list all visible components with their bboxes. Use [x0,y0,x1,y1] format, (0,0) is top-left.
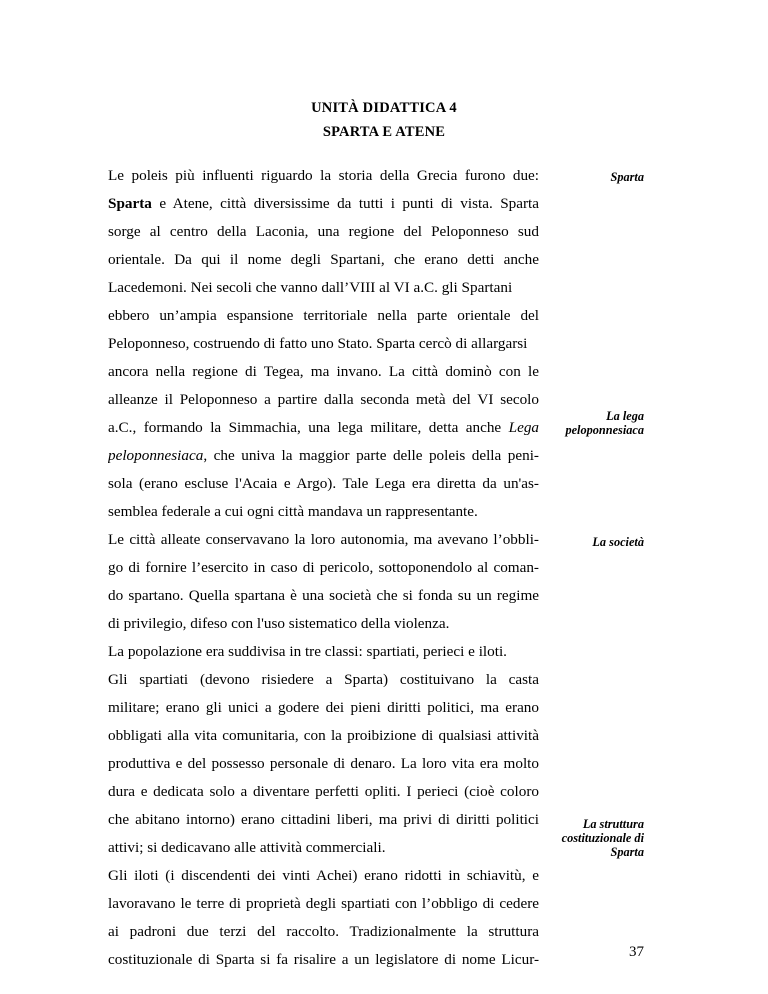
page-number: 37 [629,944,644,960]
body-line: obbligati alla vita comunitaria, con la proibizione di qualsiasi attività [108,727,539,744]
body-line: do spartano. Quella spartana è una società che si fonda su un regime [108,587,539,604]
body-line [108,442,539,470]
body-line: go di fornire l’esercito in caso di pericolo, sottoponendolo al coman- [108,559,539,576]
body-line: Gli spartiati (devono risiedere a Sparta) costituivano la casta [108,671,539,688]
body-line: sorge al centro della Laconia, una regione del Peloponneso sud [108,223,539,240]
body-line: produttiva e del possesso personale di denaro. La loro vita era molto [108,755,539,772]
italic-term: peloponnesiaca [108,447,204,464]
body-line: semblea federale a cui ogni città mandava un rappresentante. [108,503,478,520]
line-text: a.C., formando la Simmachia, una lega militare, detta anche [108,419,509,436]
line-text: e Atene, città diversissime da tutti i punti di vista. Sparta [151,195,539,212]
margin-note-struttura-costituzionale [545,817,644,859]
unit-heading: UNITÀ DIDATTICA 4 [311,100,457,116]
body-text [108,162,539,974]
bold-term: Sparta [108,195,152,212]
margin-note-sparta [545,170,644,184]
body-line: ancora nella regione di Tegea, ma invano. La città dominò con le [108,363,539,380]
margin-note-line: peloponnesiaca [565,423,644,437]
body-line: Le poleis più influenti riguardo la storia della Grecia furono due: [108,167,539,184]
italic-term: Lega [508,419,539,436]
body-line: lavoravano le terre di proprietà degli spartiati con l’obbligo di cedere [108,895,539,912]
body-line: di privilegio, difeso con l'uso sistematico della violenza. [108,615,450,632]
body-line: Peloponneso, costruendo di fatto uno Stato. Sparta cercò di allargarsi [108,335,528,352]
section-title: SPARTA E ATENE [322,124,446,140]
margin-note-line: La società [592,535,644,549]
line-text: , che univa la maggior parte delle poleis della peni- [203,447,539,464]
body-line [108,190,539,218]
margin-note-line: costituzionale di [561,831,644,845]
body-line: dura e dedicata solo a diventare perfetti opliti. I perieci (cioè coloro [108,783,539,800]
body-line: Lacedemoni. Nei secoli che vanno dall’VIII al VI a.C. gli Spartani [108,279,513,296]
body-line: Le città alleate conservavano la loro autonomia, ma avevano l’obbli- [108,531,539,548]
body-line: che abitano intorno) erano cittadini liberi, ma privi di diritti politici [108,811,539,828]
margin-note-lega-peloponnesiaca [545,409,644,437]
body-line: Gli iloti (i discendenti dei vinti Achei) erano ridotti in schiavitù, e [108,867,539,884]
body-line: ai padroni due terzi del raccolto. Tradizionalmente la struttura [108,923,539,940]
margin-note-line: Sparta [610,845,644,859]
body-line: sola (erano escluse l'Acaia e Argo). Tale Lega era diretta da un'as- [108,475,539,492]
body-line [108,414,539,442]
body-line: orientale. Da qui il nome degli Spartani, che erano detti anche [108,251,539,268]
body-line: costituzionale di Sparta si fa risalire a un legislatore di nome Licur- [108,951,539,968]
body-line: attivi; si dedicavano alle attività commerciali. [108,839,386,856]
body-line: alleanze il Peloponneso a partire dalla seconda metà del VI secolo [108,391,539,408]
margin-note-line: Sparta [610,170,644,184]
body-line: ebbero un’ampia espansione territoriale nella parte orientale del [108,307,539,324]
margin-note-societa [545,535,644,549]
margin-note-line: La struttura [582,817,644,831]
body-line: militare; erano gli unici a godere dei pieni diritti politici, ma erano [108,699,539,716]
body-line: La popolazione era suddivisa in tre classi: spartiati, perieci e iloti. [108,643,507,660]
margin-note-line: La lega [606,409,644,423]
